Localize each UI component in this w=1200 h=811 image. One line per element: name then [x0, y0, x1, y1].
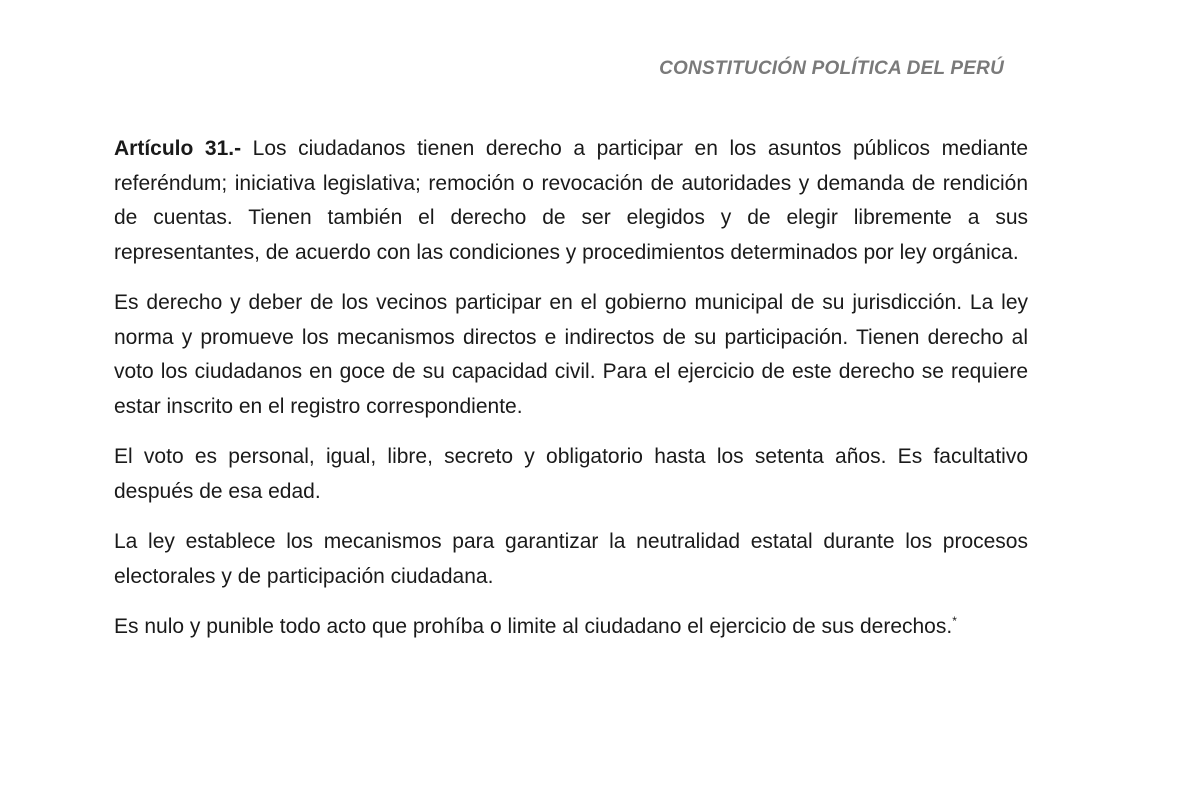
article-paragraph-1-text: Los ciudadanos tienen derecho a participar en los asuntos públicos mediante referéndum; iniciativa legislativa; remoción o revocación de autoridades y demanda de rendición de cuentas. Tienen también el derecho de ser elegidos y de elegir libremente a sus representantes, de acuerdo con las condiciones y procedimientos determinados por ley orgánica.: [114, 137, 1028, 264]
footnote-mark: *: [952, 614, 957, 628]
article-paragraph-4: La ley establece los mecanismos para garantizar la neutralidad estatal durante los procesos electorales y de participación ciudadana.: [114, 530, 1028, 588]
article-paragraph-5-text: Es nulo y punible todo acto que prohíba o limite al ciudadano el ejercicio de sus derechos.: [114, 615, 953, 638]
page-header-title: CONSTITUCIÓN POLÍTICA DEL PERÚ: [659, 58, 1004, 79]
article-paragraph-3: El voto es personal, igual, libre, secreto y obligatorio hasta los setenta años. Es facultativo después de esa edad.: [114, 445, 1028, 503]
article-paragraph-2: Es derecho y deber de los vecinos participar en el gobierno municipal de su jurisdicción. La ley norma y promueve los mecanismos directos e indirectos de su participación. Tienen derecho al voto los ciudadanos en goce de su capacidad civil. Para el ejercicio de este derecho se requiere estar inscrito en el registro correspondiente.: [114, 291, 1028, 418]
article-body: [114, 132, 1028, 661]
article-paragraph-1: [114, 132, 1028, 270]
article-label: Artículo 31.-: [114, 137, 242, 160]
article-paragraph-5: [114, 610, 1028, 645]
